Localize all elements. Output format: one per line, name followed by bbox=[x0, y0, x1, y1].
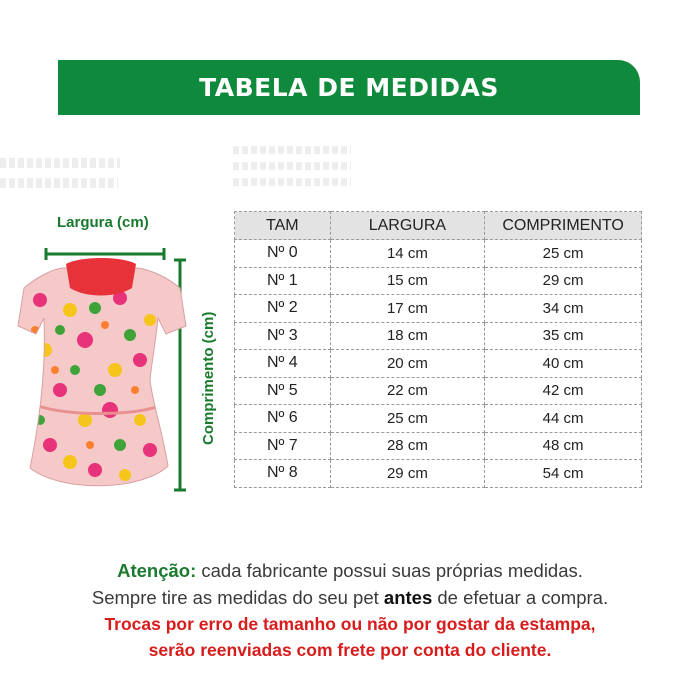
ghost-mark bbox=[0, 158, 120, 168]
table-row bbox=[235, 460, 642, 488]
width-cell: 22 cm bbox=[330, 377, 485, 405]
table-row bbox=[235, 405, 642, 433]
size-table bbox=[234, 211, 642, 488]
table-row bbox=[235, 322, 642, 350]
header-largura: LARGURA bbox=[330, 212, 485, 240]
table-row bbox=[235, 432, 642, 460]
size-cell: Nº 4 bbox=[235, 350, 331, 378]
width-cell: 18 cm bbox=[330, 322, 485, 350]
length-cell: 48 cm bbox=[485, 432, 642, 460]
length-cell: 42 cm bbox=[485, 377, 642, 405]
length-cell: 29 cm bbox=[485, 267, 642, 295]
length-cell: 44 cm bbox=[485, 405, 642, 433]
width-cell: 20 cm bbox=[330, 350, 485, 378]
size-cell: Nº 1 bbox=[235, 267, 331, 295]
ghost-mark bbox=[233, 146, 351, 154]
width-cell: 25 cm bbox=[330, 405, 485, 433]
width-cell: 17 cm bbox=[330, 295, 485, 323]
table-row bbox=[235, 267, 642, 295]
width-cell: 15 cm bbox=[330, 267, 485, 295]
table-row bbox=[235, 295, 642, 323]
collar bbox=[66, 258, 136, 296]
size-cell: Nº 0 bbox=[235, 240, 331, 268]
width-cell: 29 cm bbox=[330, 460, 485, 488]
size-cell: Nº 7 bbox=[235, 432, 331, 460]
title-banner bbox=[58, 60, 640, 115]
table-row bbox=[235, 377, 642, 405]
size-cell: Nº 2 bbox=[235, 295, 331, 323]
notice-line-1 bbox=[0, 560, 700, 582]
notice-line-2 bbox=[0, 587, 700, 609]
notice-line-2-end: de efetuar a compra. bbox=[432, 587, 609, 608]
length-cell: 34 cm bbox=[485, 295, 642, 323]
notice-line-2-start: Sempre tire as medidas do seu pet bbox=[91, 587, 384, 608]
width-cell: 14 cm bbox=[330, 240, 485, 268]
size-cell: Nº 5 bbox=[235, 377, 331, 405]
notice-antes: antes bbox=[383, 587, 433, 608]
width-label: Largura (cm) bbox=[57, 214, 149, 231]
size-cell: Nº 6 bbox=[235, 405, 331, 433]
notice-line-1-text: cada fabricante possui suas próprias medidas. bbox=[196, 560, 583, 581]
ghost-mark bbox=[233, 162, 351, 170]
header-comprimento: COMPRIMENTO bbox=[485, 212, 642, 240]
table-row bbox=[235, 240, 642, 268]
header-tam: TAM bbox=[235, 212, 331, 240]
notice-attention: Atenção: bbox=[117, 560, 197, 581]
size-cell: Nº 3 bbox=[235, 322, 331, 350]
ghost-mark bbox=[233, 178, 351, 186]
ghost-mark bbox=[0, 178, 118, 188]
table-row bbox=[235, 350, 642, 378]
width-cell: 28 cm bbox=[330, 432, 485, 460]
length-cell: 35 cm bbox=[485, 322, 642, 350]
table-header-row bbox=[235, 212, 642, 240]
length-cell: 25 cm bbox=[485, 240, 642, 268]
page-title: TABELA DE MEDIDAS bbox=[199, 73, 499, 102]
length-cell: 40 cm bbox=[485, 350, 642, 378]
length-cell: 54 cm bbox=[485, 460, 642, 488]
length-label: Comprimento (cm) bbox=[200, 311, 217, 445]
size-cell: Nº 8 bbox=[235, 460, 331, 488]
exchange-warning-1: Trocas por erro de tamanho ou não por gostar da estampa, bbox=[104, 614, 596, 634]
pet-dress-illustration bbox=[0, 230, 200, 500]
exchange-warning-2: serão reenviadas com frete por conta do cliente. bbox=[148, 640, 552, 660]
